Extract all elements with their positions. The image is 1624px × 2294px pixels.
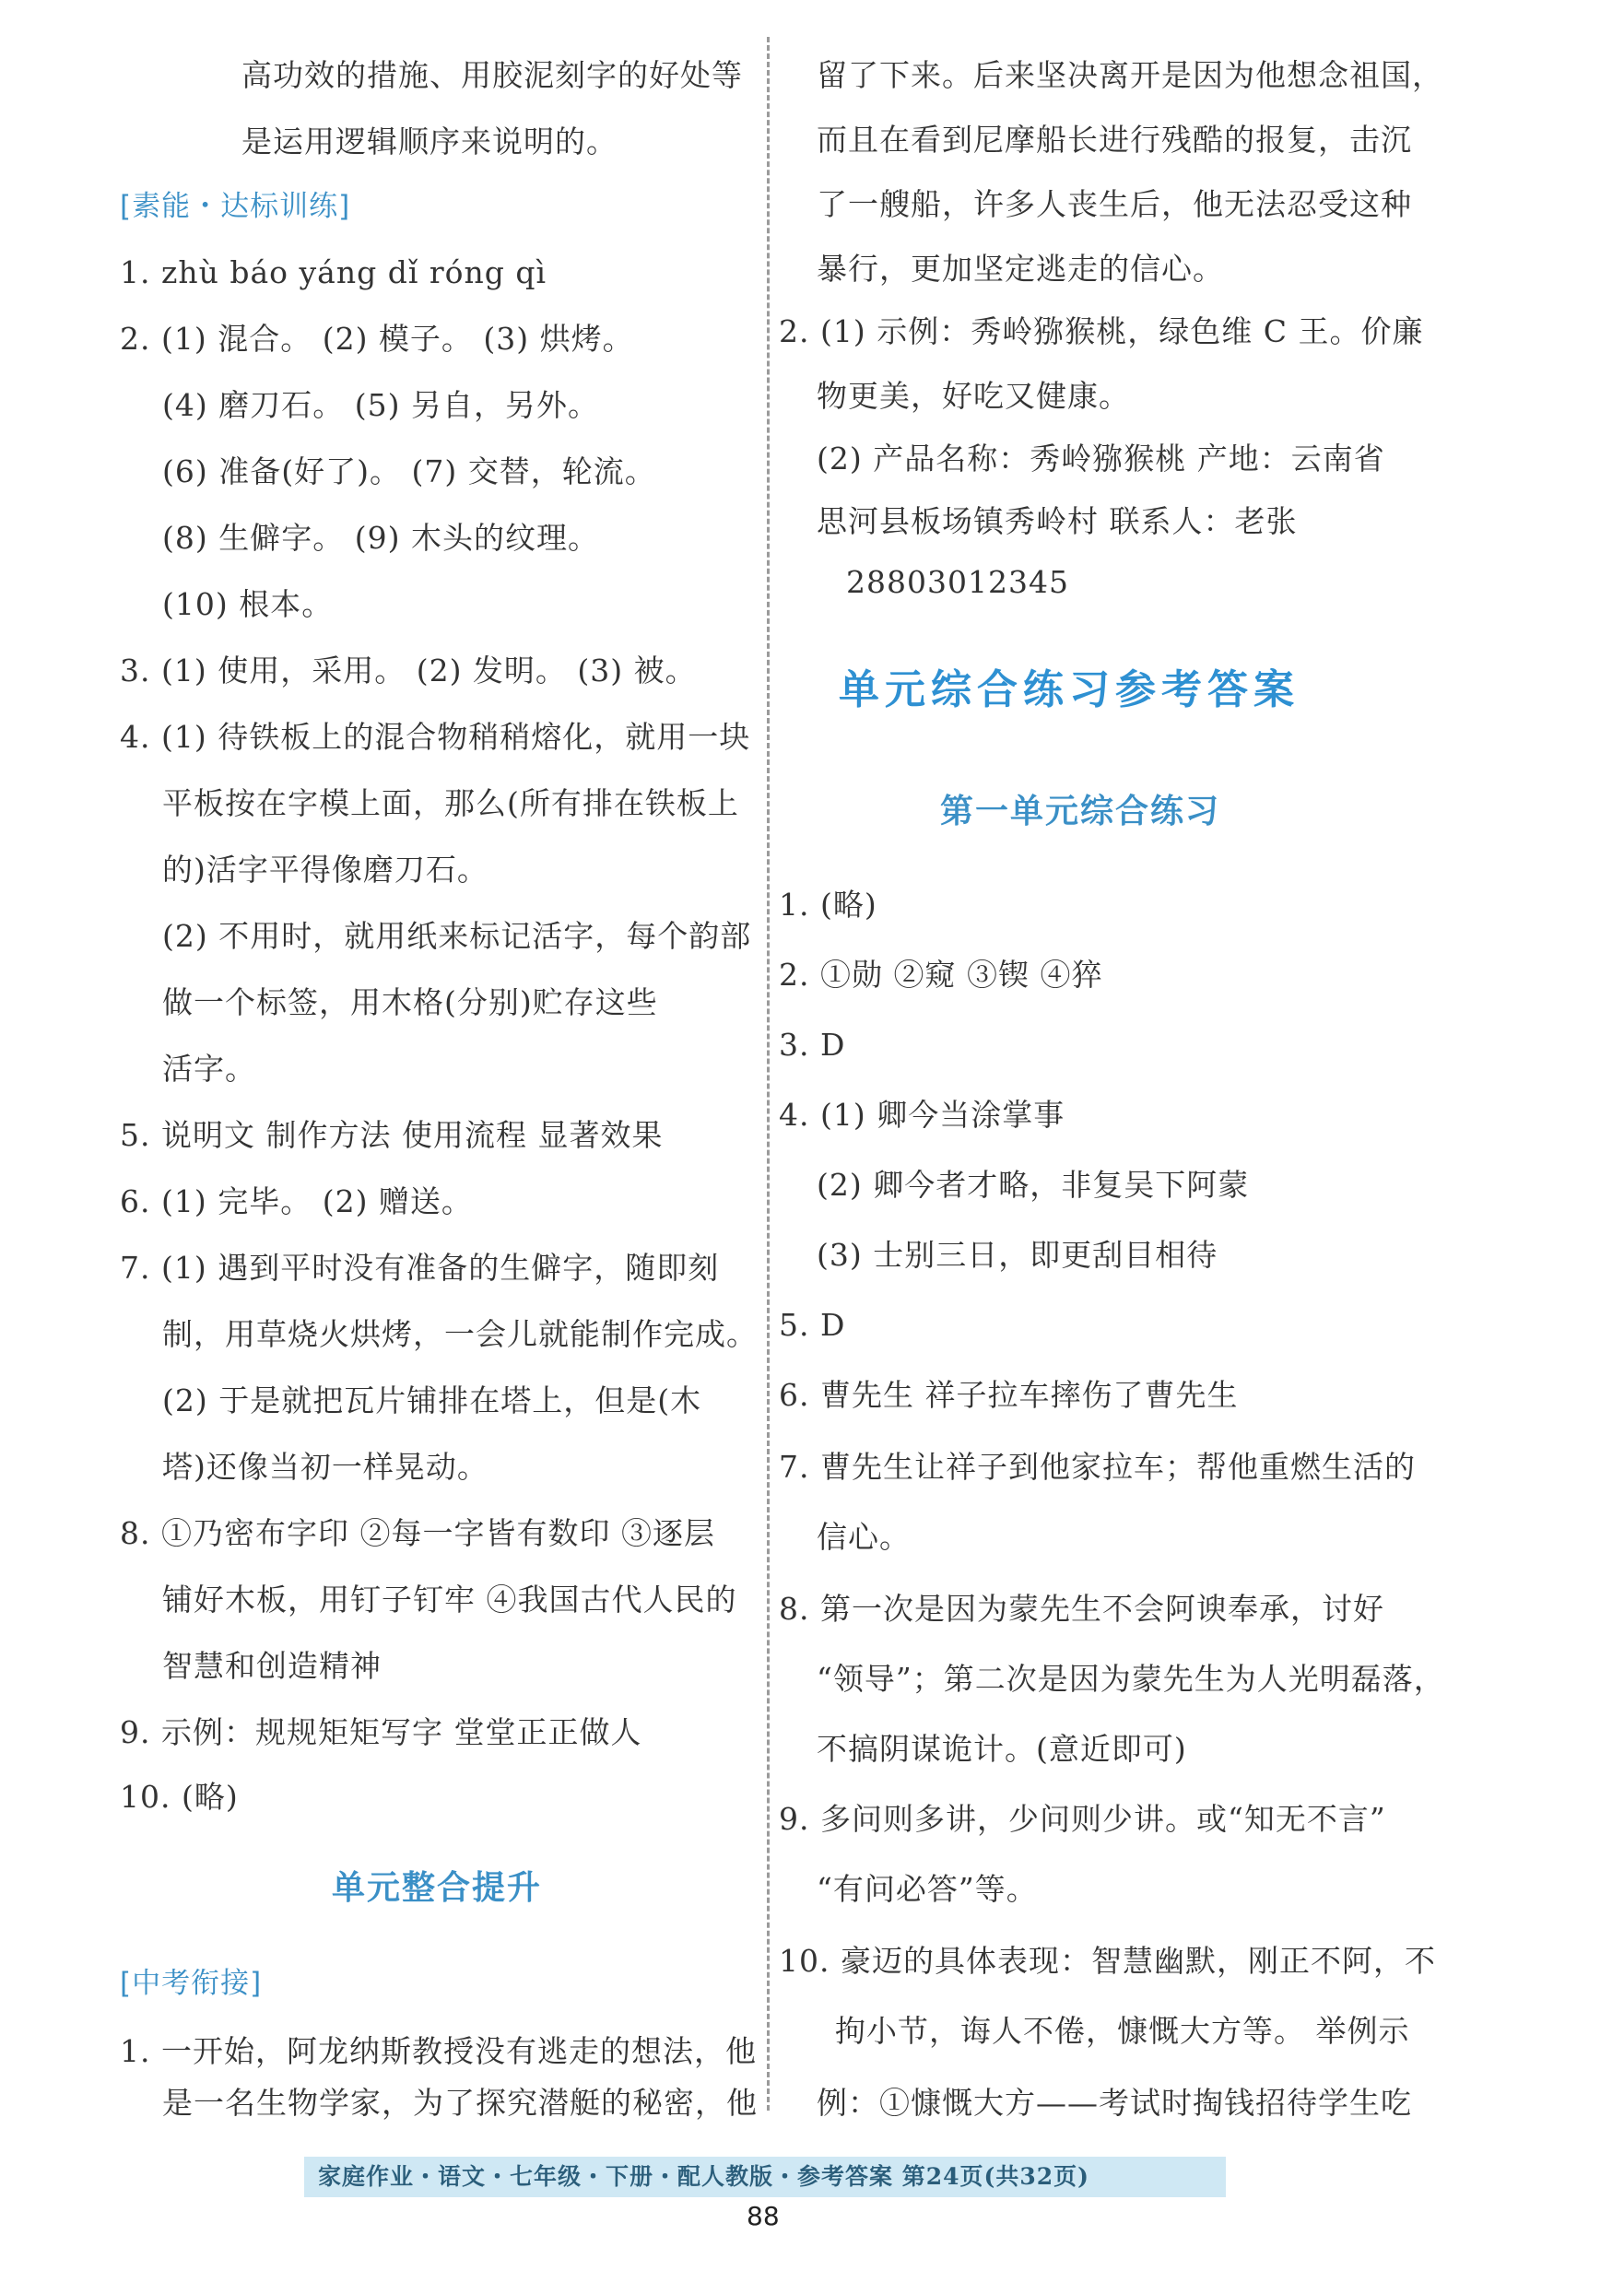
answer-6-unit: 6. 曹先生 祥子拉车摔伤了曹先生	[779, 1377, 1239, 1413]
text-line: (8) 生僻字。 (9) 木头的纹理。	[162, 520, 599, 556]
answer-6: 6. (1) 完毕。 (2) 赠送。	[120, 1183, 473, 1219]
answer-9-unit: 9. 多问则多讲，少问则少讲。或“知无不言”	[779, 1801, 1386, 1837]
text-line: 留了下来。后来坚决离开是因为他想念祖国，	[817, 57, 1443, 93]
section-tag-exam: [中考衔接]	[120, 1967, 263, 2000]
section-title: 单元整合提升	[332, 1869, 543, 1907]
text-line: 拘小节，诲人不倦，慷慨大方等。 举例示	[835, 2013, 1410, 2049]
text-line: 高功效的措施、用胶泥刻字的好处等	[241, 57, 743, 93]
answer-3: 3. (1) 使用，采用。 (2) 发明。 (3) 被。	[120, 653, 697, 688]
page-number: 88	[747, 2201, 780, 2231]
text-line: 做一个标签，用木格(分别)贮存这些	[162, 984, 658, 1020]
text-line: (6) 准备(好了)。 (7) 交替，轮流。	[162, 453, 656, 489]
phone-number: 28803012345	[846, 564, 1069, 600]
text-line: 例：①慷慨大方——考试时掏钱招待学生吃	[817, 2085, 1412, 2121]
text-line: 平板按在字模上面，那么(所有排在铁板上	[162, 785, 739, 821]
text-line: 而且在看到尼摩船长进行残酷的报复，击沉	[817, 122, 1412, 158]
answer-10-unit: 10. 豪迈的具体表现：智慧幽默，刚正不阿，不	[779, 1943, 1436, 1979]
text-line: 的)活字平得像磨刀石。	[162, 852, 488, 888]
text-line: 不搞阴谋诡计。(意近即可)	[817, 1731, 1187, 1767]
text-line: 是运用逻辑顺序来说明的。	[241, 124, 618, 159]
text-line: 是一名生物学家，为了探究潜艇的秘密，他	[162, 2085, 758, 2121]
text-line: (2) 产品名称：秀岭猕猴桃 产地：云南省	[817, 441, 1385, 476]
text-line: (10) 根本。	[162, 586, 334, 622]
footer-text: 家庭作业・语文・七年级・下册・配人教版・参考答案 第24页(共32页)	[318, 2163, 1089, 2190]
answer-2: 2. (1) 混合。 (2) 模子。 (3) 烘烤。	[120, 321, 634, 357]
answer-4-unit: 4. (1) 卿今当涂掌事	[779, 1097, 1065, 1133]
text-line: 了一艘船，许多人丧生后，他无法忍受这种	[817, 186, 1412, 222]
answer-1-exam: 1. 一开始，阿龙纳斯教授没有逃走的想法，他	[120, 2033, 757, 2069]
text-line: 暴行，更加坚定逃走的信心。	[817, 251, 1224, 287]
answer-2-unit: 2. ①勋 ②窥 ③锲 ④猝	[779, 957, 1103, 993]
text-line: 塔)还像当初一样晃动。	[162, 1449, 488, 1485]
answer-2-right: 2. (1) 示例：秀岭猕猴桃，绿色维 C 王。价廉	[779, 313, 1424, 349]
answer-7-unit: 7. 曹先生让祥子到他家拉车；帮他重燃生活的	[779, 1449, 1416, 1485]
answer-9: 9. 示例：规规矩矩写字 堂堂正正做人	[120, 1714, 642, 1750]
answer-7: 7. (1) 遇到平时没有准备的生僻字，随即刻	[120, 1250, 720, 1286]
unit-heading: 第一单元综合练习	[940, 793, 1221, 830]
text-line: 活字。	[162, 1051, 256, 1087]
main-heading: 单元综合练习参考答案	[839, 666, 1300, 713]
text-line: (2) 于是就把瓦片铺排在塔上，但是(木	[162, 1382, 702, 1418]
text-line: (4) 磨刀石。 (5) 另自，另外。	[162, 387, 599, 423]
text-line: 思河县板场镇秀岭村 联系人：老张	[817, 503, 1298, 539]
text-line: 智慧和创造精神	[162, 1648, 382, 1684]
answer-5-unit: 5. D	[779, 1307, 846, 1343]
section-tag-practice: [素能・达标训练]	[120, 190, 351, 223]
text-line: (2) 卿今者才略，非复吴下阿蒙	[817, 1167, 1250, 1203]
text-line: (2) 不用时，就用纸来标记活字，每个韵部	[162, 918, 752, 954]
answer-10: 10. (略)	[120, 1779, 239, 1815]
column-divider	[767, 37, 770, 2111]
text-line: (3) 士别三日，即更刮目相待	[817, 1237, 1218, 1273]
text-line: “有问必答”等。	[817, 1871, 1038, 1907]
answer-8: 8. ①乃密布字印 ②每一字皆有数印 ③逐层	[120, 1515, 715, 1551]
text-line: 物更美，好吃又健康。	[817, 378, 1130, 414]
answer-5: 5. 说明文 制作方法 使用流程 显著效果	[120, 1117, 664, 1153]
text-line: 制，用草烧火烘烤，一会儿就能制作完成。	[162, 1316, 758, 1352]
answer-1: 1. zhù báo yáng dǐ róng qì	[120, 254, 547, 290]
answer-1-unit: 1. (略)	[779, 887, 877, 923]
text-line: 信心。	[817, 1519, 911, 1555]
answer-3-unit: 3. D	[779, 1027, 846, 1063]
answer-8-unit: 8. 第一次是因为蒙先生不会阿谀奉承，讨好	[779, 1591, 1384, 1627]
answer-4: 4. (1) 待铁板上的混合物稍稍熔化，就用一块	[120, 719, 751, 755]
text-line: 铺好木板，用钉子钉牢 ④我国古代人民的	[162, 1582, 737, 1618]
text-line: “领导”；第二次是因为蒙先生为人光明磊落，	[817, 1661, 1445, 1697]
